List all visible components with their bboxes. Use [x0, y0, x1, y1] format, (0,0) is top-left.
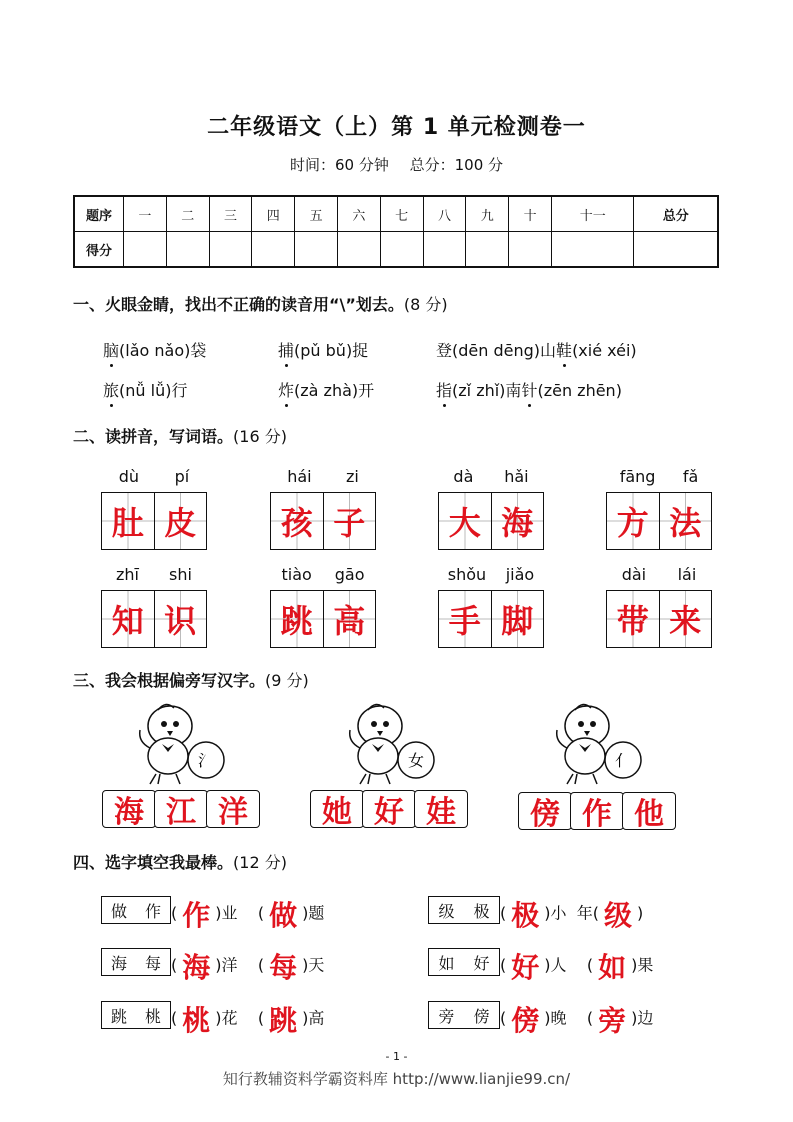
choice-char: 级 [438, 901, 455, 921]
tianzige-cell[interactable]: 高 [324, 591, 376, 647]
dotted-char: 炸 [278, 378, 294, 401]
radical-answer-group [102, 790, 258, 828]
pinyin: hái [287, 467, 312, 486]
tianzige-cell[interactable]: 法 [660, 493, 712, 549]
blank-suffix: 天 [308, 955, 325, 975]
blank-suffix: 业 [221, 903, 238, 923]
score-header-cell: 三 [209, 196, 252, 232]
dotted-char: 鞋 [556, 338, 572, 361]
chick-illustration [545, 700, 665, 790]
char-choice-box [101, 1001, 171, 1029]
tianzige-cell[interactable]: 海 [492, 493, 544, 549]
fill-blank-right: ( 极 )小 年( 级 ) [500, 894, 643, 934]
pinyin: lái [677, 565, 697, 584]
tianzige-cell[interactable]: 方 [607, 493, 660, 549]
score-header-cell: 九 [466, 196, 509, 232]
exam-time: 时间：60 分钟 [289, 156, 389, 174]
score-table-header-row [74, 196, 718, 232]
score-header-cell: 十 [509, 196, 552, 232]
tianzige-cell[interactable]: 孩 [271, 493, 324, 549]
score-header-cell: 总分 [634, 196, 718, 232]
score-cell[interactable] [423, 232, 466, 268]
answer-char[interactable]: 桃 [182, 1004, 211, 1037]
choice-char: 傍 [473, 1006, 490, 1026]
pinyin-options[interactable]: (pǔ bǔ) [294, 341, 353, 360]
tianzige-cell[interactable]: 跳 [271, 591, 324, 647]
score-cell[interactable] [209, 232, 252, 268]
score-cell[interactable] [551, 232, 633, 268]
blank-suffix: 花 [221, 1008, 238, 1028]
tianzige-cell[interactable]: 大 [439, 493, 492, 549]
fill-blank-left: ( 海 )洋 ( 每 )天 [171, 946, 324, 986]
char-choice-box [428, 896, 500, 924]
pinyin-item [103, 338, 206, 361]
score-cell[interactable] [252, 232, 295, 268]
radical-answer-group [518, 792, 674, 830]
score-header-cell: 四 [252, 196, 295, 232]
blank-suffix: 人 [550, 955, 567, 975]
blank-suffix: 小 [550, 903, 567, 923]
pinyin-item [103, 378, 187, 401]
tianzige-cell[interactable]: 手 [439, 591, 492, 647]
radical-answer[interactable]: 作 [570, 792, 624, 830]
dotted-char: 旅 [103, 378, 119, 401]
word-box [101, 564, 207, 648]
choice-char: 桃 [144, 1006, 161, 1026]
section-2-title: 二、读拼音，写词语。 [73, 427, 234, 446]
tianzige-cell[interactable]: 带 [607, 591, 660, 647]
score-header-cell: 六 [337, 196, 380, 232]
word-box [606, 564, 712, 648]
pinyin-item [278, 338, 368, 361]
blank-suffix: 边 [637, 1008, 654, 1028]
fill-blank-right: ( 傍 )晚 ( 旁 )边 [500, 999, 653, 1039]
radical-answer[interactable]: 他 [622, 792, 676, 830]
dotted-char: 脑 [103, 338, 119, 361]
word-rest: 袋 [190, 341, 207, 360]
radical-answer[interactable]: 洋 [206, 790, 260, 828]
pinyin: zi [345, 467, 359, 486]
char-choice-box [101, 948, 171, 976]
pinyin-options[interactable]: (xié xéi) [572, 341, 637, 360]
pinyin: shǒu [447, 565, 487, 584]
choice-char: 如 [438, 953, 455, 973]
radical-answer[interactable]: 傍 [518, 792, 572, 830]
section-4-heading [73, 850, 287, 873]
pinyin: fǎ [682, 467, 699, 486]
score-cell[interactable] [166, 232, 209, 268]
pinyin-options[interactable]: (zà zhà) [294, 381, 359, 400]
pinyin: tiào [281, 565, 312, 584]
radical-answer[interactable]: 娃 [414, 790, 468, 828]
answer-char[interactable]: 做 [269, 899, 298, 932]
page-number: - 1 - [385, 1050, 408, 1063]
radical-label: 氵 [197, 751, 215, 770]
word-box [270, 466, 376, 550]
dotted-char: 指 [436, 378, 452, 401]
section-3-points: (9 分) [265, 671, 309, 690]
choice-char: 作 [144, 901, 161, 921]
word-box [101, 466, 207, 550]
pinyin-item [278, 378, 374, 401]
exam-total: 总分：100 分 [409, 156, 504, 174]
char-choice-box [428, 948, 500, 976]
section-2-heading [73, 424, 287, 447]
choice-char: 每 [144, 953, 161, 973]
score-cell[interactable] [124, 232, 167, 268]
answer-char[interactable]: 海 [182, 951, 211, 984]
plain-char: 登 [436, 341, 453, 360]
page-title: 二年级语文（上）第 1 单元检测卷一 [207, 115, 586, 140]
blank-suffix: 晚 [550, 1008, 567, 1028]
score-cell[interactable] [509, 232, 552, 268]
word-box [606, 466, 712, 550]
exam-info [0, 154, 793, 175]
radical-answer[interactable]: 好 [362, 790, 416, 828]
pinyin-options[interactable]: (lǎo nǎo) [119, 341, 191, 360]
chick-illustration [338, 700, 458, 790]
answer-char[interactable]: 级 [603, 899, 632, 932]
section-4-points: (12 分) [233, 853, 287, 872]
score-cell[interactable] [466, 232, 509, 268]
choice-char: 做 [110, 901, 127, 921]
blank-suffix: 果 [637, 955, 654, 975]
score-header-cell: 八 [423, 196, 466, 232]
word-rest: 山 [540, 341, 557, 360]
choice-char: 好 [473, 953, 490, 973]
tianzige-cell[interactable]: 来 [660, 591, 712, 647]
score-table-score-row [74, 232, 718, 268]
answer-char[interactable]: 好 [511, 951, 540, 984]
answer-char[interactable]: 傍 [511, 1004, 540, 1037]
pinyin: fāng [619, 467, 656, 486]
blank-suffix: 高 [308, 1008, 325, 1028]
section-1-points: (8 分) [403, 295, 448, 314]
word-rest: 南 [505, 381, 522, 400]
choice-char: 跳 [110, 1006, 127, 1026]
pinyin: shi [169, 565, 192, 584]
word-rest: 开 [358, 381, 375, 400]
char-choice-box [101, 896, 171, 924]
word-box [438, 466, 544, 550]
score-row-label: 得分 [74, 232, 124, 268]
pinyin-options[interactable]: (dēn dēng) [452, 341, 541, 360]
pinyin-options[interactable]: (nǚ lǚ) [119, 381, 172, 400]
score-table [73, 195, 719, 268]
score-header-cell: 一 [124, 196, 167, 232]
tianzige-cell[interactable]: 肚 [102, 493, 155, 549]
char-choice-box [428, 1001, 500, 1029]
score-header-cell: 七 [380, 196, 423, 232]
section-1-heading [73, 292, 448, 315]
pinyin: dù [118, 467, 140, 486]
pinyin: dà [453, 467, 474, 486]
blank-suffix: 洋 [221, 955, 238, 975]
section-3-heading [73, 668, 309, 691]
score-cell[interactable] [337, 232, 380, 268]
word-rest: 捉 [352, 341, 369, 360]
tianzige-cell[interactable]: 皮 [155, 493, 207, 549]
word-box [270, 564, 376, 648]
tianzige-cell[interactable]: 知 [102, 591, 155, 647]
pinyin-item [436, 378, 622, 401]
pinyin: zhī [116, 565, 139, 584]
choice-char: 旁 [438, 1006, 455, 1026]
score-cell[interactable] [295, 232, 338, 268]
radical-answer[interactable]: 她 [310, 790, 364, 828]
dotted-char: 捕 [278, 338, 294, 361]
blank-suffix: 题 [308, 903, 325, 923]
score-cell[interactable] [634, 232, 718, 268]
word-rest: 行 [171, 381, 188, 400]
pinyin-item [436, 338, 637, 361]
tianzige-cell[interactable]: 脚 [492, 591, 544, 647]
choice-char: 极 [473, 901, 490, 921]
radical-label: 亻 [614, 751, 632, 770]
pinyin: hǎi [504, 467, 529, 486]
answer-char[interactable]: 极 [511, 899, 540, 932]
chick-illustration [128, 700, 248, 790]
score-header-cell: 五 [295, 196, 338, 232]
fill-blank-right: ( 好 )人 ( 如 )果 [500, 946, 653, 986]
pinyin-options[interactable]: (zēn zhēn) [537, 381, 622, 400]
dotted-char: 针 [521, 378, 537, 401]
blank-prefix: 年 [576, 903, 593, 923]
score-header-cell: 二 [166, 196, 209, 232]
pinyin: dài [621, 565, 647, 584]
pinyin: gāo [334, 565, 365, 584]
score-header-cell: 题序 [74, 196, 124, 232]
fill-blank-left: ( 作 )业 ( 做 )题 [171, 894, 324, 934]
radical-answer[interactable]: 海 [102, 790, 156, 828]
answer-char[interactable]: 如 [598, 951, 627, 984]
score-header-cell: 十一 [551, 196, 633, 232]
answer-char[interactable]: 旁 [598, 1004, 627, 1037]
tianzige-cell[interactable]: 识 [155, 591, 207, 647]
footer-watermark: 知行教辅资料学霸资料库 http://www.lianjie99.cn/ [222, 1070, 571, 1088]
radical-answer[interactable]: 江 [154, 790, 208, 828]
pinyin-options[interactable]: (zǐ zhǐ) [452, 381, 506, 400]
radical-answer-group [310, 790, 466, 828]
word-box [438, 564, 544, 648]
radical-label: 女 [407, 751, 425, 770]
tianzige-cell[interactable]: 子 [324, 493, 376, 549]
answer-char[interactable]: 作 [182, 899, 211, 932]
section-1-title: 一、火眼金睛，找出不正确的读音用“\”划去。 [73, 295, 404, 314]
answer-char[interactable]: 每 [269, 951, 298, 984]
section-4-title: 四、选字填空我最棒。 [73, 853, 234, 872]
answer-char[interactable]: 跳 [269, 1004, 298, 1037]
score-cell[interactable] [380, 232, 423, 268]
fill-blank-left: ( 桃 )花 ( 跳 )高 [171, 999, 324, 1039]
section-3-title: 三、我会根据偏旁写汉字。 [73, 671, 266, 690]
pinyin: jiǎo [505, 565, 535, 584]
section-2-points: (16 分) [233, 427, 287, 446]
pinyin: pí [174, 467, 190, 486]
choice-char: 海 [110, 953, 127, 973]
